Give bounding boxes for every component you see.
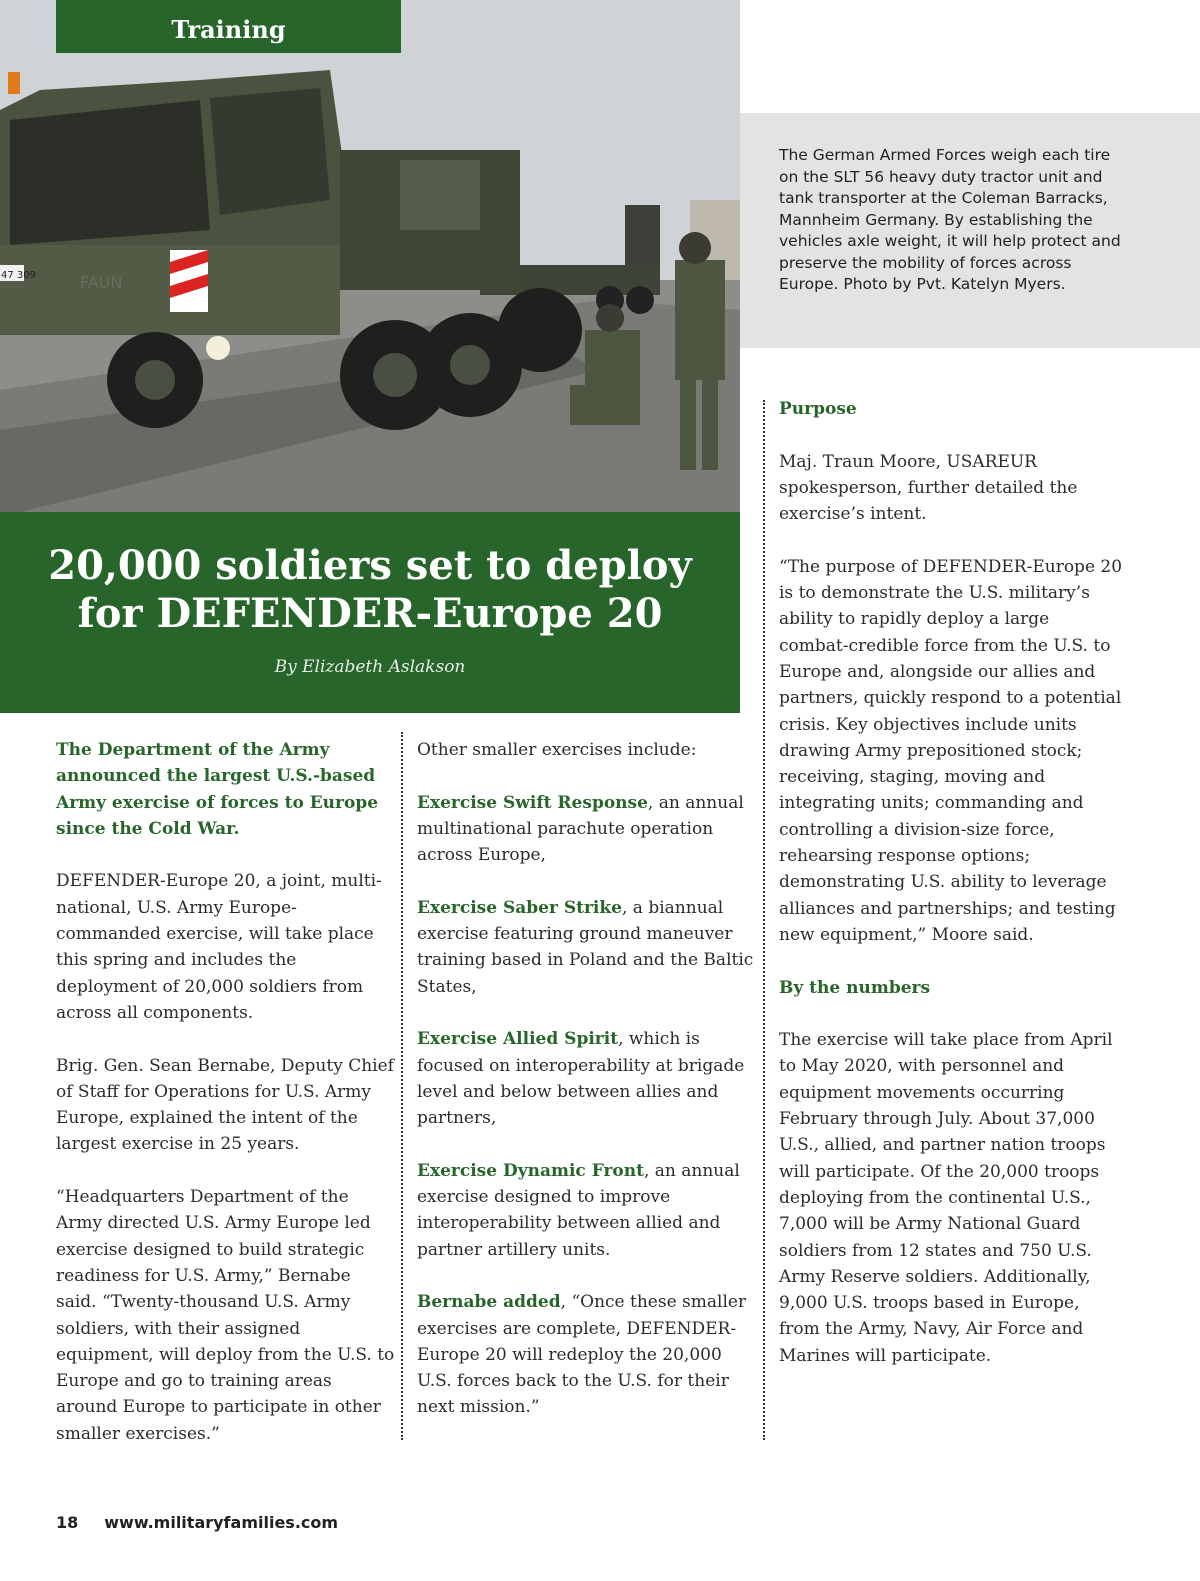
exercises-intro: Other smaller exercises include:	[417, 740, 697, 760]
headline-band	[0, 512, 740, 713]
exercise-description: , which is focused on interoperability at brigade level and below between allies and partners,	[417, 1029, 745, 1129]
page-number: 18	[56, 1513, 79, 1532]
headline	[0, 542, 740, 638]
page-footer	[56, 1513, 338, 1532]
exercise-description: , “Once these smaller exercises are complete, DEFENDER-Europe 20 will redeploy the 20,000 U.S. forces back to the U.S. for their next mission.”	[417, 1292, 747, 1418]
article-column-3	[779, 396, 1124, 1395]
headline-line-1: 20,000 soldiers set to deploy	[48, 542, 692, 589]
exercise-name: Exercise Allied Spirit	[417, 1029, 619, 1050]
exercise-name: Exercise Dynamic Front	[417, 1160, 644, 1181]
numbers-heading: By the numbers	[779, 977, 931, 998]
exercise-description: , a biannual exercise featuring ground maneuver training based in Poland and the Baltic States,	[417, 897, 754, 997]
lead-paragraph: The Department of the Army announced the largest U.S.-based Army exercise of forces to Europe since the Cold War.	[56, 740, 379, 839]
truck-brand-mark: FAUN	[80, 273, 123, 292]
body-paragraph: Brig. Gen. Sean Bernabe, Deputy Chief of Staff for Operations for U.S. Army Europe, explained the intent of the largest exercise in 25 years.	[56, 1055, 394, 1155]
footer-url[interactable]: www.militaryfamilies.com	[104, 1513, 339, 1532]
body-paragraph: DEFENDER-Europe 20, a joint, multi-national, U.S. Army Europe-commanded exercise, will take place this spring and includes the deployment of 20,000 soldiers from across all components.	[56, 871, 382, 1023]
column-divider	[763, 400, 765, 1440]
body-paragraph: Maj. Traun Moore, USAREUR spokesperson, further detailed the exercise’s intent.	[779, 451, 1078, 525]
article-column-2	[417, 737, 757, 1447]
headline-line-2: for DEFENDER-Europe 20	[77, 590, 663, 637]
exercise-item	[417, 1026, 757, 1131]
column-divider	[401, 732, 403, 1440]
exercise-item	[417, 1289, 757, 1420]
exercise-description: , an annual exercise designed to improve interoperability between allied and partner artillery units.	[417, 1160, 740, 1260]
byline: By Elizabeth Aslakson	[274, 657, 466, 677]
exercise-item	[417, 1158, 757, 1263]
body-paragraph: The exercise will take place from April to May 2020, with personnel and equipment movements occurring February through July. About 37,000 U.S., allied, and partner nation troops will participate. Of the 20,000 troops deploying from the continental U.S., 7,000 will be Army National Guard soldiers from 12 states and 750 U.S. Army Reserve soldiers. Additionally, 9,000 U.S. troops based in Europe, from the Army, Navy, Air Force and Marines will participate.	[779, 1030, 1113, 1366]
exercise-description: , an annual multinational parachute operation across Europe,	[417, 792, 744, 866]
photo-caption-box	[740, 113, 1200, 348]
exercise-name: Exercise Swift Response	[417, 792, 648, 813]
section-tag: Training	[56, 0, 401, 53]
exercise-name: Exercise Saber Strike	[417, 897, 622, 918]
exercise-name: Bernabe added	[417, 1292, 561, 1313]
truck-number-plate: 47 309	[1, 270, 36, 281]
body-paragraph: “The purpose of DEFENDER-Europe 20 is to demonstrate the U.S. military’s ability to rapidly deploy a large combat-credible force from the U.S. to Europe and, alongside our allies and partners, quickly respond to a potential crisis. Key objectives include units drawing Army prepositioned stock; receiving, staging, moving and integrating units; commanding and controlling a division-size force, rehearsing response options; demonstrating U.S. ability to leverage alliances and partnerships; and testing new equipment,” Moore said.	[779, 556, 1123, 945]
purpose-heading: Purpose	[779, 399, 857, 419]
body-paragraph: “Headquarters Department of the Army directed U.S. Army Europe led exercise designed to build strategic readiness for U.S. Army,” Bernabe said. “Twenty-thousand U.S. Army soldiers, with their assigned equipment, will deploy from the U.S. to Europe and go to training areas around Europe to participate in other smaller exercises.”	[56, 1187, 395, 1444]
article-column-1	[56, 737, 396, 1473]
truck-illustration	[0, 0, 740, 512]
photo-caption: The German Armed Forces weigh each tire on the SLT 56 heavy duty tractor unit and tank transporter at the Coleman Barracks, Mannheim Germany. By establishing the vehicles axle weight, it will help protect and preserve the mobility of forces across Europe. Photo by Pvt. Katelyn Myers.	[779, 146, 1121, 293]
exercise-item	[417, 790, 757, 869]
exercise-item	[417, 895, 757, 1000]
hero-photo	[0, 0, 740, 512]
